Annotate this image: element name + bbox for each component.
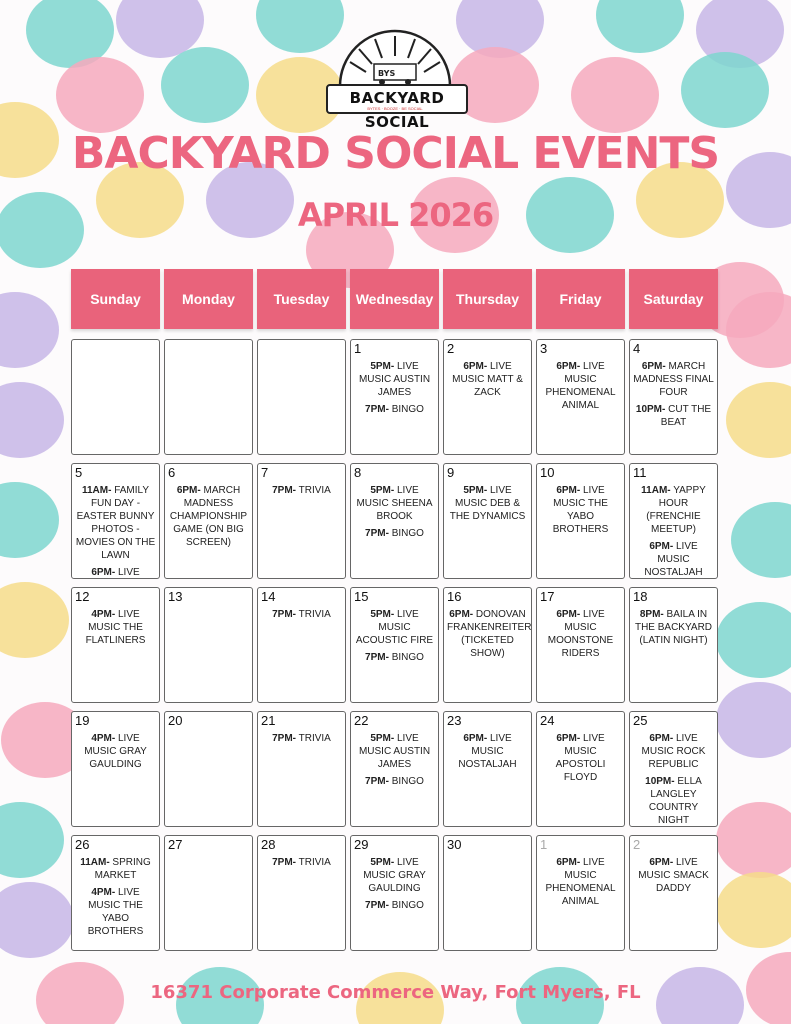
event-entry	[633, 360, 714, 399]
event-entry	[261, 484, 342, 497]
event-time: 6PM-	[649, 733, 674, 744]
calendar-day-cell	[536, 711, 625, 827]
event-time: 5PM-	[370, 609, 395, 620]
day-number: 17	[540, 589, 555, 604]
day-number: 10	[540, 465, 555, 480]
day-header-saturday: Saturday	[629, 269, 718, 329]
event-description: TRIVIA	[296, 733, 331, 744]
calendar-day-cell	[350, 835, 439, 951]
event-entry	[540, 856, 621, 908]
event-entry	[447, 608, 532, 660]
event-entry	[633, 484, 714, 536]
day-number: 19	[75, 713, 90, 728]
event-time: 4PM-	[91, 733, 116, 744]
event-entry	[75, 566, 156, 579]
calendar-day-cell	[536, 587, 625, 703]
event-description: LIVE MUSIC THE FLATLINERS	[85, 609, 146, 646]
event-time: 6PM-	[176, 485, 201, 496]
day-header-sunday: Sunday	[71, 269, 160, 329]
event-description: LIVE MUSIC ROCK REPUBLIC	[641, 733, 706, 770]
calendar-day-cell	[443, 835, 532, 951]
calendar-day-cell	[257, 587, 346, 703]
event-entry	[633, 608, 714, 647]
calendar-day-cell	[71, 711, 160, 827]
event-entry	[75, 484, 156, 562]
event-time: 11AM-	[641, 485, 671, 496]
event-time: 5PM-	[370, 361, 395, 372]
event-entry	[354, 484, 435, 523]
backyard-social-logo	[322, 22, 468, 131]
event-entry	[354, 899, 435, 912]
event-time: 11AM-	[80, 857, 110, 868]
event-description: ELLA LANGLEY COUNTRY NIGHT	[648, 776, 702, 826]
calendar-day-cell	[164, 339, 253, 455]
calendar-day-cell	[71, 463, 160, 579]
event-description: BINGO	[388, 652, 424, 663]
easter-egg-shape	[0, 382, 64, 458]
calendar-day-cell	[257, 339, 346, 455]
easter-egg-shape	[0, 882, 74, 958]
day-number: 1	[540, 837, 548, 852]
event-description: LIVE MUSIC THE YABO BROTHERS	[552, 485, 609, 535]
easter-egg-shape	[716, 602, 791, 678]
day-header-tuesday: Tuesday	[257, 269, 346, 329]
calendar-day-cell	[164, 587, 253, 703]
venue-address: 16371 Corporate Commerce Way, Fort Myers, FL	[150, 982, 641, 1003]
day-number: 5	[75, 465, 83, 480]
event-entry	[75, 608, 156, 647]
calendar-day-cell	[71, 835, 160, 951]
event-time: 4PM-	[91, 887, 116, 898]
svg-text:BYS: BYS	[378, 69, 396, 78]
event-time: 7PM-	[365, 652, 389, 663]
calendar-day-cell	[443, 587, 532, 703]
event-entry	[633, 732, 714, 771]
event-entry	[354, 856, 435, 895]
event-time: 7PM-	[272, 733, 297, 744]
day-number: 6	[168, 465, 176, 480]
event-time: 10PM-	[645, 776, 675, 787]
event-entry	[633, 540, 714, 579]
easter-egg-shape	[731, 502, 791, 578]
event-description: LIVE MUSIC GRAY GAULDING	[84, 733, 147, 770]
event-description: LIVE MUSIC SHEENA BROOK	[356, 485, 433, 522]
event-entry	[633, 856, 714, 895]
event-entry	[261, 608, 342, 621]
event-description: FAMILY FUN DAY -EASTER BUNNY PHOTOS -MOVIES ON THE LAWN	[75, 485, 156, 561]
event-description: LIVE MUSIC MATT & ZACK	[452, 361, 523, 398]
event-entry	[540, 732, 621, 784]
event-time: 6PM-	[556, 609, 581, 620]
calendar-day-cell	[71, 339, 160, 455]
event-time: 7PM-	[365, 528, 389, 539]
event-time: 6PM-	[463, 733, 488, 744]
calendar-day-cell	[629, 835, 718, 951]
easter-egg-shape	[0, 802, 64, 878]
easter-egg-shape	[716, 802, 791, 878]
calendar-day-cell	[536, 835, 625, 951]
event-description: LIVE MUSIC AUSTIN JAMES	[358, 361, 431, 398]
event-entry	[447, 484, 528, 523]
event-calendar	[71, 269, 721, 951]
day-number: 26	[75, 837, 90, 852]
event-description: LIVE MUSIC PHENOMENAL ANIMAL	[545, 857, 616, 907]
event-time: 5PM-	[370, 733, 395, 744]
event-description: LIVE MUSIC DEB & THE DYNAMICS	[449, 485, 526, 522]
page-title: BACKYARD SOCIAL EVENTS	[71, 128, 720, 179]
event-time: 7PM-	[365, 776, 389, 787]
calendar-day-cell	[164, 463, 253, 579]
event-description: SPRING MARKET	[94, 857, 151, 881]
calendar-grid	[71, 339, 718, 951]
easter-egg-shape	[0, 582, 69, 658]
calendar-day-cell	[71, 587, 160, 703]
day-number: 23	[447, 713, 462, 728]
easter-egg-shape	[0, 292, 59, 368]
day-number: 1	[354, 341, 362, 356]
calendar-day-cell	[536, 463, 625, 579]
day-number: 20	[168, 713, 183, 728]
day-number: 30	[447, 837, 462, 852]
event-description: LIVE MUSIC NOSTALJAH	[458, 733, 517, 770]
event-entry	[540, 360, 621, 412]
calendar-day-cell	[629, 711, 718, 827]
event-entry	[633, 403, 714, 429]
easter-egg-shape	[716, 682, 791, 758]
event-time: 7PM-	[365, 404, 389, 415]
event-entry	[447, 360, 528, 399]
event-description: LIVE MUSIC ACOUSTIC FIRE	[355, 609, 434, 646]
event-entry	[354, 651, 435, 664]
day-header-monday: Monday	[164, 269, 253, 329]
event-time: 5PM-	[370, 857, 395, 868]
calendar-day-cell	[350, 463, 439, 579]
event-description: BINGO	[388, 900, 424, 911]
easter-egg-shape	[0, 482, 59, 558]
calendar-day-cell	[350, 587, 439, 703]
day-number: 24	[540, 713, 555, 728]
day-number: 3	[540, 341, 548, 356]
event-entry	[633, 775, 714, 827]
logo-tagline: BYTES · BOOZE · BE SOCIAL	[367, 106, 423, 111]
calendar-day-cell	[350, 339, 439, 455]
calendar-day-cell	[443, 711, 532, 827]
event-entry	[354, 527, 435, 540]
event-description: BINGO	[388, 528, 424, 539]
event-time: 7PM-	[272, 485, 297, 496]
event-description: BINGO	[388, 776, 424, 787]
day-header-thursday: Thursday	[443, 269, 532, 329]
event-time: 7PM-	[272, 857, 297, 868]
event-time: 10PM-	[635, 404, 666, 415]
event-time: 6PM-	[556, 733, 581, 744]
calendar-day-cell	[443, 463, 532, 579]
event-description: LIVE MUSIC APOSTOLI FLOYD	[555, 733, 606, 783]
easter-egg-shape	[681, 52, 769, 128]
event-entry	[75, 732, 156, 771]
event-time: 6PM-	[641, 361, 666, 372]
event-description: MARCH MADNESS CHAMPIONSHIP GAME (ON BIG SCREEN)	[169, 485, 248, 548]
event-description: LIVE MUSIC NOSTALJAH	[644, 541, 703, 578]
event-description: CUT THE BEAT	[660, 404, 712, 428]
event-time: 6PM-	[649, 857, 674, 868]
event-time: 6PM-	[91, 567, 116, 578]
event-time: 4PM-	[91, 609, 116, 620]
event-time: 7PM-	[272, 609, 297, 620]
easter-egg-shape	[161, 47, 249, 123]
easter-egg-shape	[596, 0, 684, 53]
day-header-wednesday: Wednesday	[350, 269, 439, 329]
event-time: 6PM-	[556, 361, 581, 372]
event-time: 6PM-	[556, 485, 581, 496]
event-entry	[261, 856, 342, 869]
easter-egg-shape	[726, 382, 791, 458]
event-description: LIVE MUSIC MOONSTONE RIDERS	[547, 609, 614, 659]
day-number: 11	[633, 465, 647, 480]
calendar-day-cell	[629, 463, 718, 579]
day-number: 9	[447, 465, 455, 480]
event-time: 6PM-	[463, 361, 488, 372]
event-time: 7PM-	[365, 900, 389, 911]
calendar-day-cell	[257, 711, 346, 827]
event-entry	[354, 732, 435, 771]
event-description: LIVE MUSIC GRAY GAULDING	[363, 857, 426, 894]
calendar-day-cell	[257, 835, 346, 951]
day-number: 7	[261, 465, 269, 480]
event-description: LIVE	[117, 567, 140, 578]
event-description: YAPPY HOUR (FRENCHIE MEETUP)	[646, 485, 706, 535]
event-description: DONOVAN FRANKENREITER (TICKETED SHOW)	[447, 609, 532, 659]
event-time: 6PM-	[449, 609, 474, 620]
day-number: 18	[633, 589, 648, 604]
day-header-friday: Friday	[536, 269, 625, 329]
calendar-day-cell	[164, 711, 253, 827]
event-entry	[354, 360, 435, 399]
day-number: 27	[168, 837, 183, 852]
event-time: 11AM-	[81, 485, 112, 496]
day-number: 25	[633, 713, 648, 728]
calendar-day-cell	[629, 587, 718, 703]
month-title: APRIL 2026	[297, 196, 494, 234]
event-entry	[447, 732, 528, 771]
event-entry	[75, 856, 156, 882]
calendar-day-cell	[629, 339, 718, 455]
calendar-day-cell	[350, 711, 439, 827]
calendar-day-cell	[164, 835, 253, 951]
event-description: MARCH MADNESS FINAL FOUR	[633, 361, 714, 398]
event-description: LIVE MUSIC AUSTIN JAMES	[358, 733, 431, 770]
event-entry	[354, 608, 435, 647]
day-number: 16	[447, 589, 462, 604]
day-number: 8	[354, 465, 362, 480]
day-number: 15	[354, 589, 369, 604]
event-entry	[75, 886, 156, 938]
event-description: LIVE MUSIC THE YABO BROTHERS	[87, 887, 144, 937]
day-number: 22	[354, 713, 369, 728]
easter-egg-shape	[571, 57, 659, 133]
event-entry	[540, 484, 621, 536]
event-entry	[354, 775, 435, 788]
event-description: TRIVIA	[296, 857, 331, 868]
event-description: LIVE MUSIC PHENOMENAL ANIMAL	[545, 361, 616, 411]
event-description: TRIVIA	[296, 609, 331, 620]
event-time: 5PM-	[370, 485, 395, 496]
calendar-day-cell	[536, 339, 625, 455]
day-number: 13	[168, 589, 183, 604]
day-number: 21	[261, 713, 276, 728]
day-number: 29	[354, 837, 369, 852]
event-description: TRIVIA	[296, 485, 331, 496]
event-description: BINGO	[388, 404, 424, 415]
day-number: 4	[633, 341, 641, 356]
easter-egg-shape	[56, 57, 144, 133]
event-entry	[168, 484, 249, 549]
logo-sunburst-icon	[322, 22, 468, 92]
day-number: 12	[75, 589, 90, 604]
event-time: 6PM-	[649, 541, 674, 552]
logo-wordmark: BACKYARD SOCIAL	[326, 84, 468, 114]
day-number: 28	[261, 837, 276, 852]
day-number: 14	[261, 589, 276, 604]
event-time: 8PM-	[639, 609, 664, 620]
event-description: LIVE MUSIC SMACK DADDY	[638, 857, 709, 894]
event-entry	[540, 608, 621, 660]
event-entry	[354, 403, 435, 416]
day-number: 2	[633, 837, 641, 852]
calendar-day-cell	[443, 339, 532, 455]
day-number: 2	[447, 341, 455, 356]
calendar-day-cell	[257, 463, 346, 579]
easter-egg-shape	[716, 872, 791, 948]
event-time: 6PM-	[556, 857, 581, 868]
event-time: 5PM-	[463, 485, 488, 496]
event-entry	[261, 732, 342, 745]
event-description: BAILA IN THE BACKYARD (LATIN NIGHT)	[634, 609, 713, 646]
